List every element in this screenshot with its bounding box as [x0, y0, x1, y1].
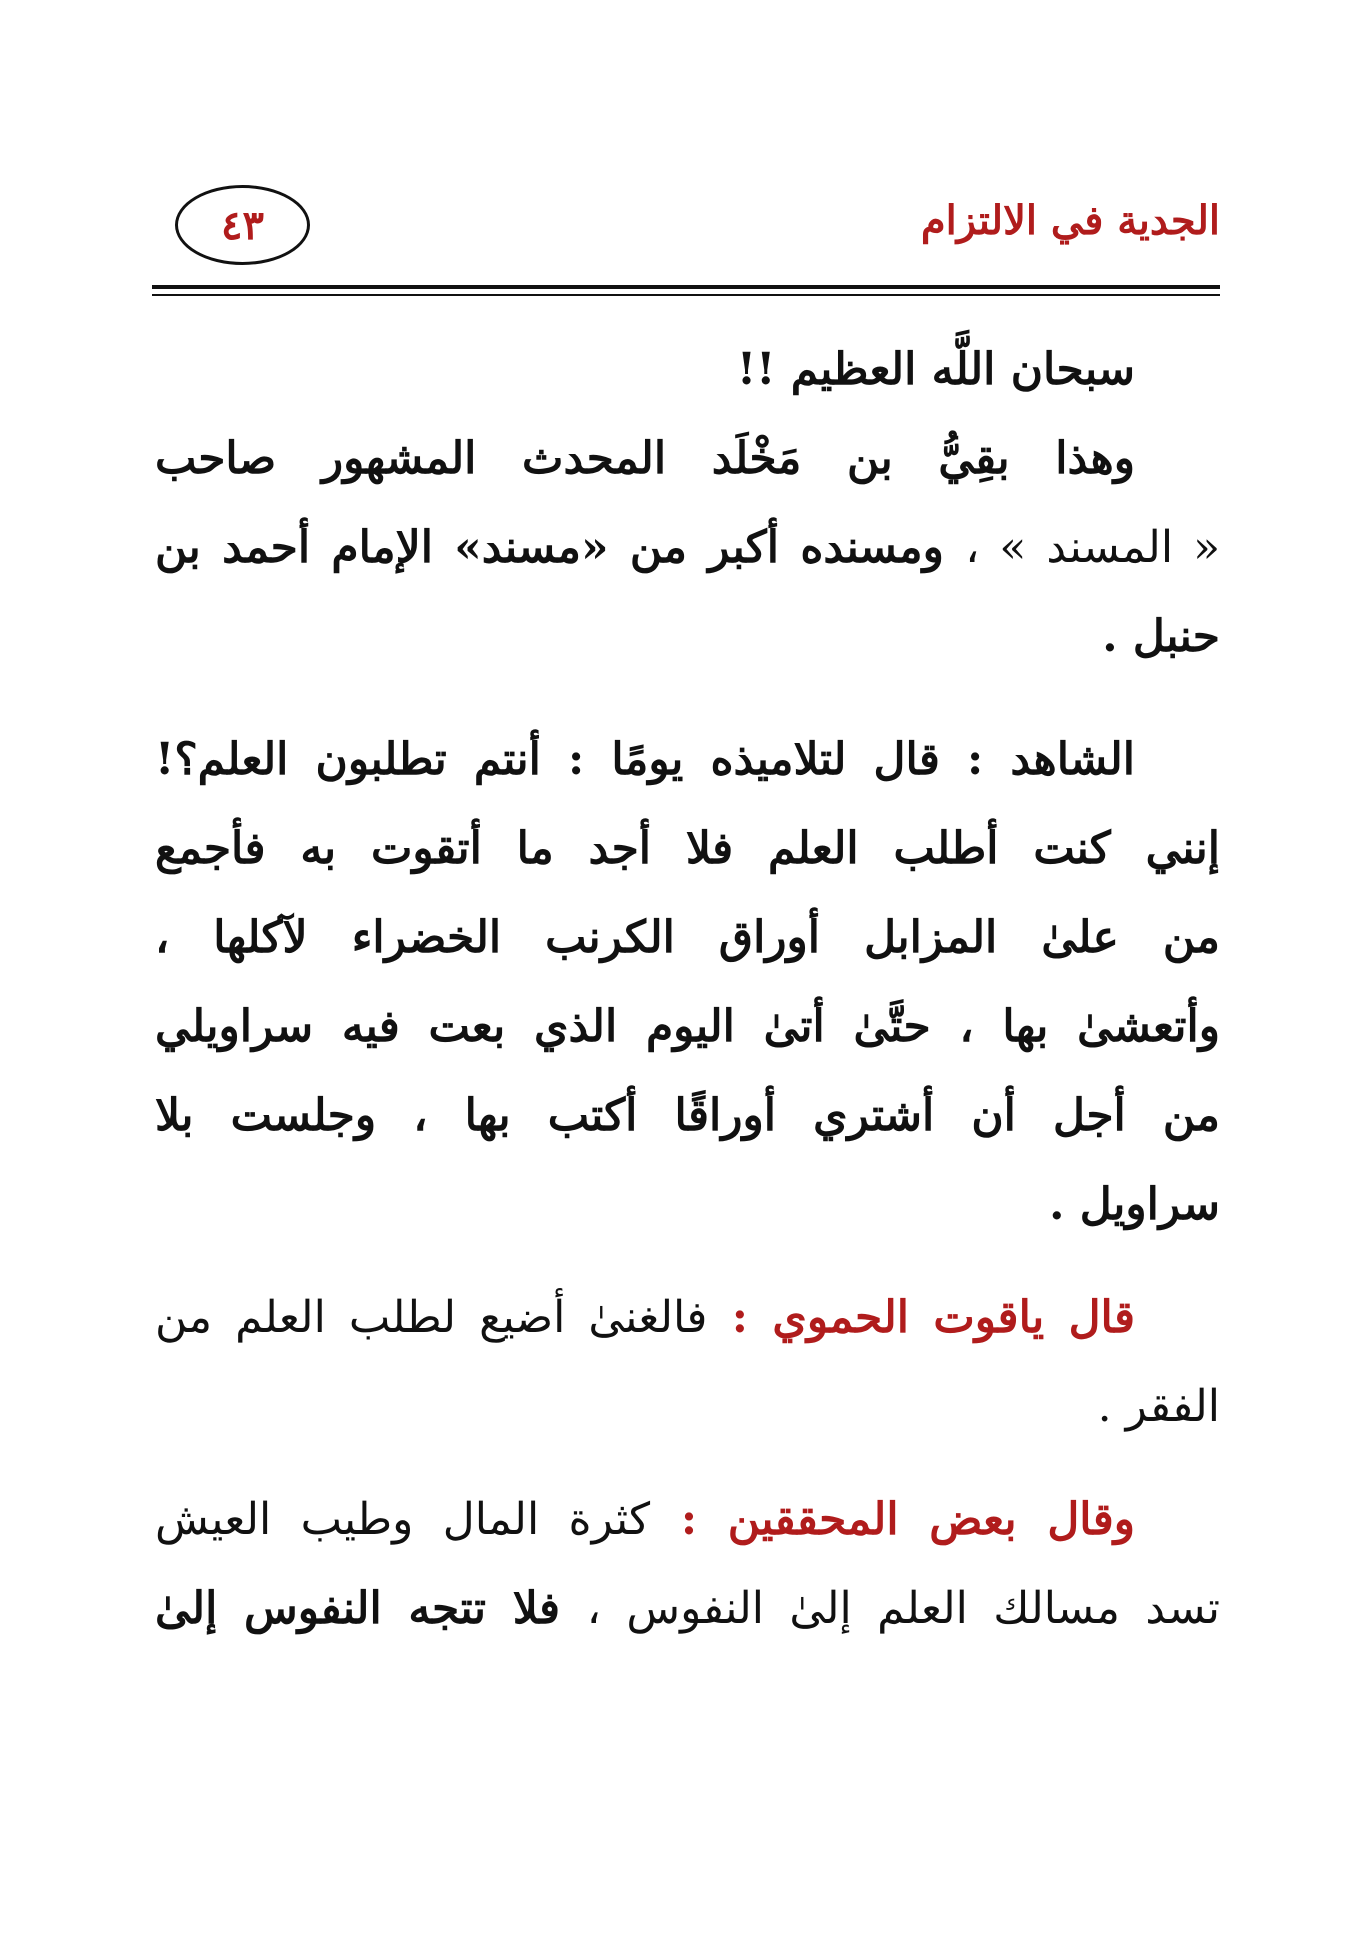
paragraph-2-line-3: حنبل . — [1102, 611, 1220, 662]
paragraph-3-line-3: من علىٰ المزابل أوراق الكرنب الخضراء لآكلها ، — [155, 912, 1220, 963]
running-title: الجدية في الالتزام — [920, 197, 1220, 244]
paragraph-3-line-1: الشاهد : قال لتلاميذه يومًا : أنتم تطلبون العلم؟! — [155, 734, 1135, 785]
paragraph-4-line-2: الفقر . — [1097, 1381, 1220, 1432]
paragraph-2-line-2-rest: ومسنده أكبر من «مسند» الإمام أحمد بن — [155, 522, 944, 573]
body-text — [155, 325, 1220, 1653]
paragraph-4-line-1 — [155, 1273, 1220, 1362]
paragraph-gap — [155, 1451, 1220, 1475]
paragraph-2-line-1: وهذا بقِيُّ بن مَخْلَد المحدث المشهور صاحب — [155, 433, 1135, 484]
paragraph-1-line-1: سبحان اللَّه العظيم !! — [736, 344, 1135, 395]
paragraph-5-line-1-rest: كثرة المال وطيب العيش — [155, 1494, 651, 1545]
paragraph-3-line-5: من أجل أن أشتري أوراقًا أكتب بها ، وجلست بلا — [155, 1090, 1220, 1141]
page-number-oval — [175, 185, 310, 265]
paragraph-5-line-2-part-1: تسد مسالك العلم إلىٰ النفوس ، — [586, 1583, 1220, 1634]
paragraph-2-line-2 — [155, 503, 1220, 592]
paragraph-5-line-1 — [155, 1475, 1220, 1564]
page-number: ٤٣ — [221, 201, 264, 249]
header-rule-thick — [152, 285, 1220, 289]
paragraph-gap — [155, 681, 1220, 715]
paragraph-3-line-2: إنني كنت أطلب العلم فلا أجد ما أتقوت به فأجمع — [155, 823, 1220, 874]
speaker-yaqut: قال ياقوت الحموي : — [731, 1292, 1135, 1343]
header-rule-thin — [152, 294, 1220, 296]
musnad-quote: « المسند » ، — [965, 522, 1220, 573]
paragraph-gap — [155, 1249, 1220, 1273]
page-header — [150, 185, 1220, 285]
paragraph-3-line-4: وأتعشىٰ بها ، حتَّىٰ أتىٰ اليوم الذي بعت فيه سراويلي — [155, 1001, 1220, 1052]
paragraph-5-line-2-part-2: فلا تتجه النفوس إلىٰ — [155, 1583, 560, 1634]
paragraph-5-line-2 — [155, 1564, 1220, 1653]
speaker-muhaqqiqin: وقال بعض المحققين : — [680, 1494, 1135, 1545]
paragraph-3-line-6: سراويل . — [1049, 1179, 1220, 1230]
paragraph-4-line-1-rest: فالغنىٰ أضيع لطلب العلم من — [155, 1292, 708, 1343]
